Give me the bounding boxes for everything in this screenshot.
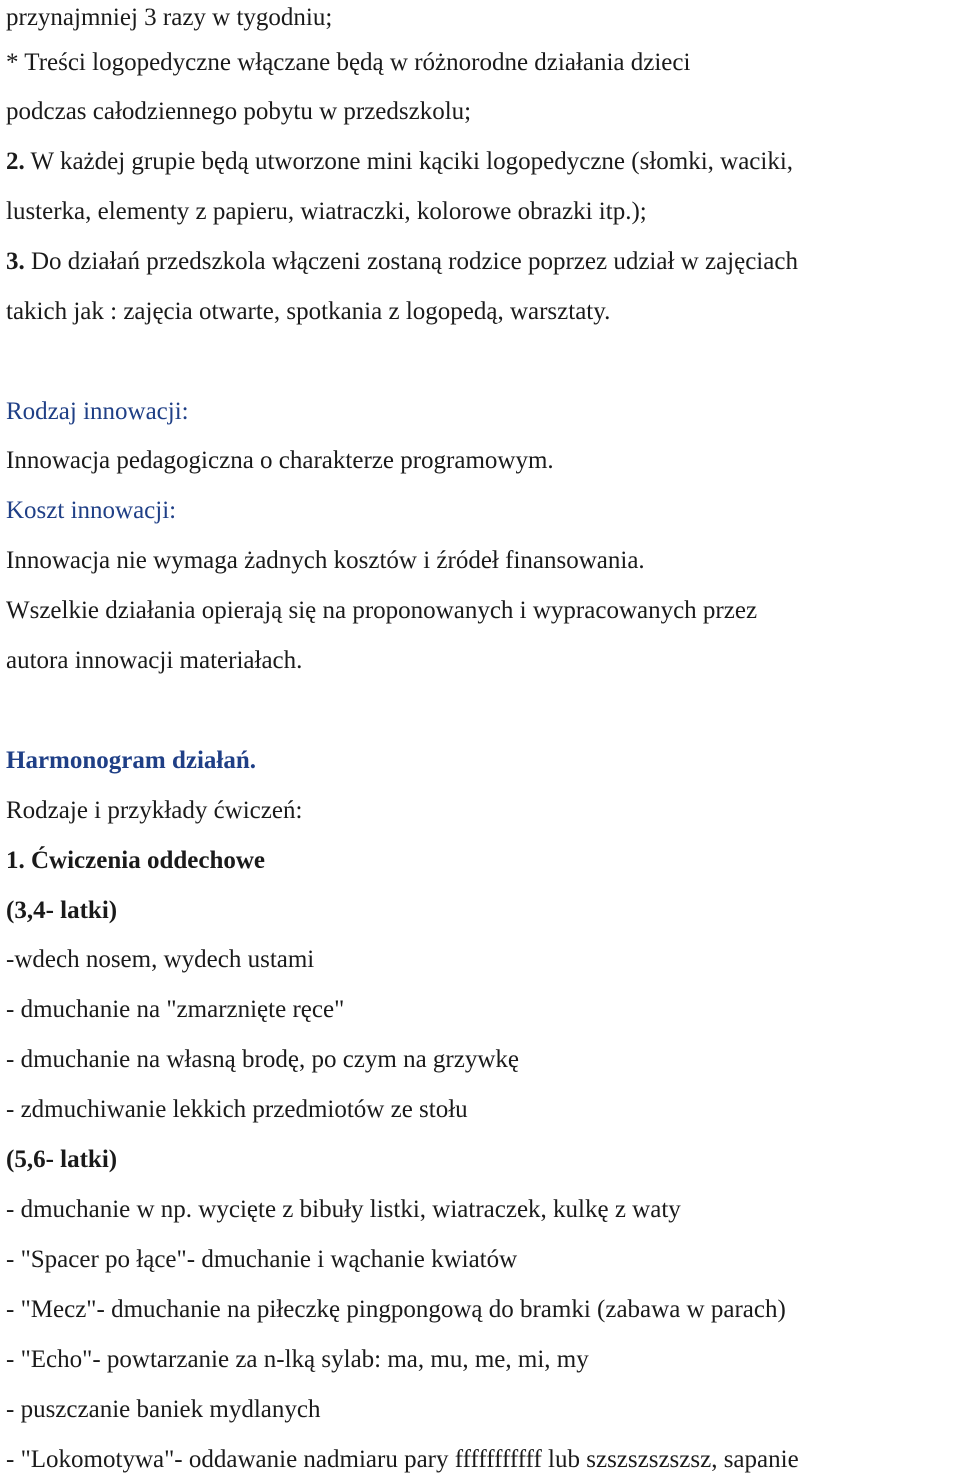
- text-span: Do działań przedszkola włączeni zostaną rodzice poprzez udział w zajęciach: [24, 248, 798, 275]
- text-line: lusterka, elementy z papieru, wiatraczki, kolorowe obrazki itp.);: [6, 198, 647, 225]
- text-line: Wszelkie działania opierają się na proponowanych i wypracowanych przez: [6, 597, 758, 624]
- text-line: przynajmniej 3 razy w tygodniu;: [6, 4, 333, 31]
- list-item: - "Echo"- powtarzanie za n-lką sylab: ma, mu, me, mi, my: [6, 1346, 589, 1373]
- text-line: Innowacja nie wymaga żadnych kosztów i źródeł finansowania.: [6, 547, 645, 574]
- list-item: - "Lokomotywa"- oddawanie nadmiaru pary fffffffffff lub szszszszszsz, sapanie: [6, 1446, 799, 1473]
- list-item: - dmuchanie w np. wycięte z bibuły listki, wiatraczek, kulkę z waty: [6, 1196, 681, 1223]
- text-line: [6, 247, 798, 277]
- list-item: - "Mecz"- dmuchanie na piłeczkę pingpongową do bramki (zabawa w parach): [6, 1296, 786, 1323]
- list-item: - "Spacer po łące"- dmuchanie i wąchanie kwiatów: [6, 1246, 518, 1273]
- text-line: autora innowacji materiałach.: [6, 647, 303, 674]
- list-item: - puszczanie baniek mydlanych: [6, 1396, 321, 1423]
- list-number: 3.: [6, 248, 25, 275]
- text-line: [6, 147, 793, 177]
- text-line: * Treści logopedyczne włączane będą w różnorodne działania dzieci: [6, 49, 691, 76]
- section-heading-koszt: Koszt innowacji:: [6, 497, 177, 524]
- list-item: - zdmuchiwanie lekkich przedmiotów ze stołu: [6, 1096, 468, 1123]
- section-heading-harmonogram: Harmonogram działań.: [6, 747, 256, 774]
- list-number: 2.: [6, 148, 25, 175]
- text-span: W każdej grupie będą utworzone mini kąciki logopedyczne (słomki, waciki,: [24, 148, 794, 175]
- text-line: Innowacja pedagogiczna o charakterze programowym.: [6, 447, 554, 474]
- age-group-heading: (3,4- latki): [6, 897, 118, 924]
- text-line: podczas całodziennego pobytu w przedszkolu;: [6, 98, 472, 125]
- age-group-heading: (5,6- latki): [6, 1146, 118, 1173]
- text-line: takich jak : zajęcia otwarte, spotkania z logopedą, warsztaty.: [6, 298, 611, 325]
- exercise-heading: 1. Ćwiczenia oddechowe: [6, 847, 265, 874]
- text-line: Rodzaje i przykłady ćwiczeń:: [6, 797, 303, 824]
- list-item: -wdech nosem, wydech ustami: [6, 946, 315, 973]
- list-item: - dmuchanie na "zmarznięte ręce": [6, 996, 345, 1023]
- section-heading-rodzaj: Rodzaj innowacji:: [6, 398, 189, 425]
- list-item: - dmuchanie na własną brodę, po czym na grzywkę: [6, 1046, 520, 1073]
